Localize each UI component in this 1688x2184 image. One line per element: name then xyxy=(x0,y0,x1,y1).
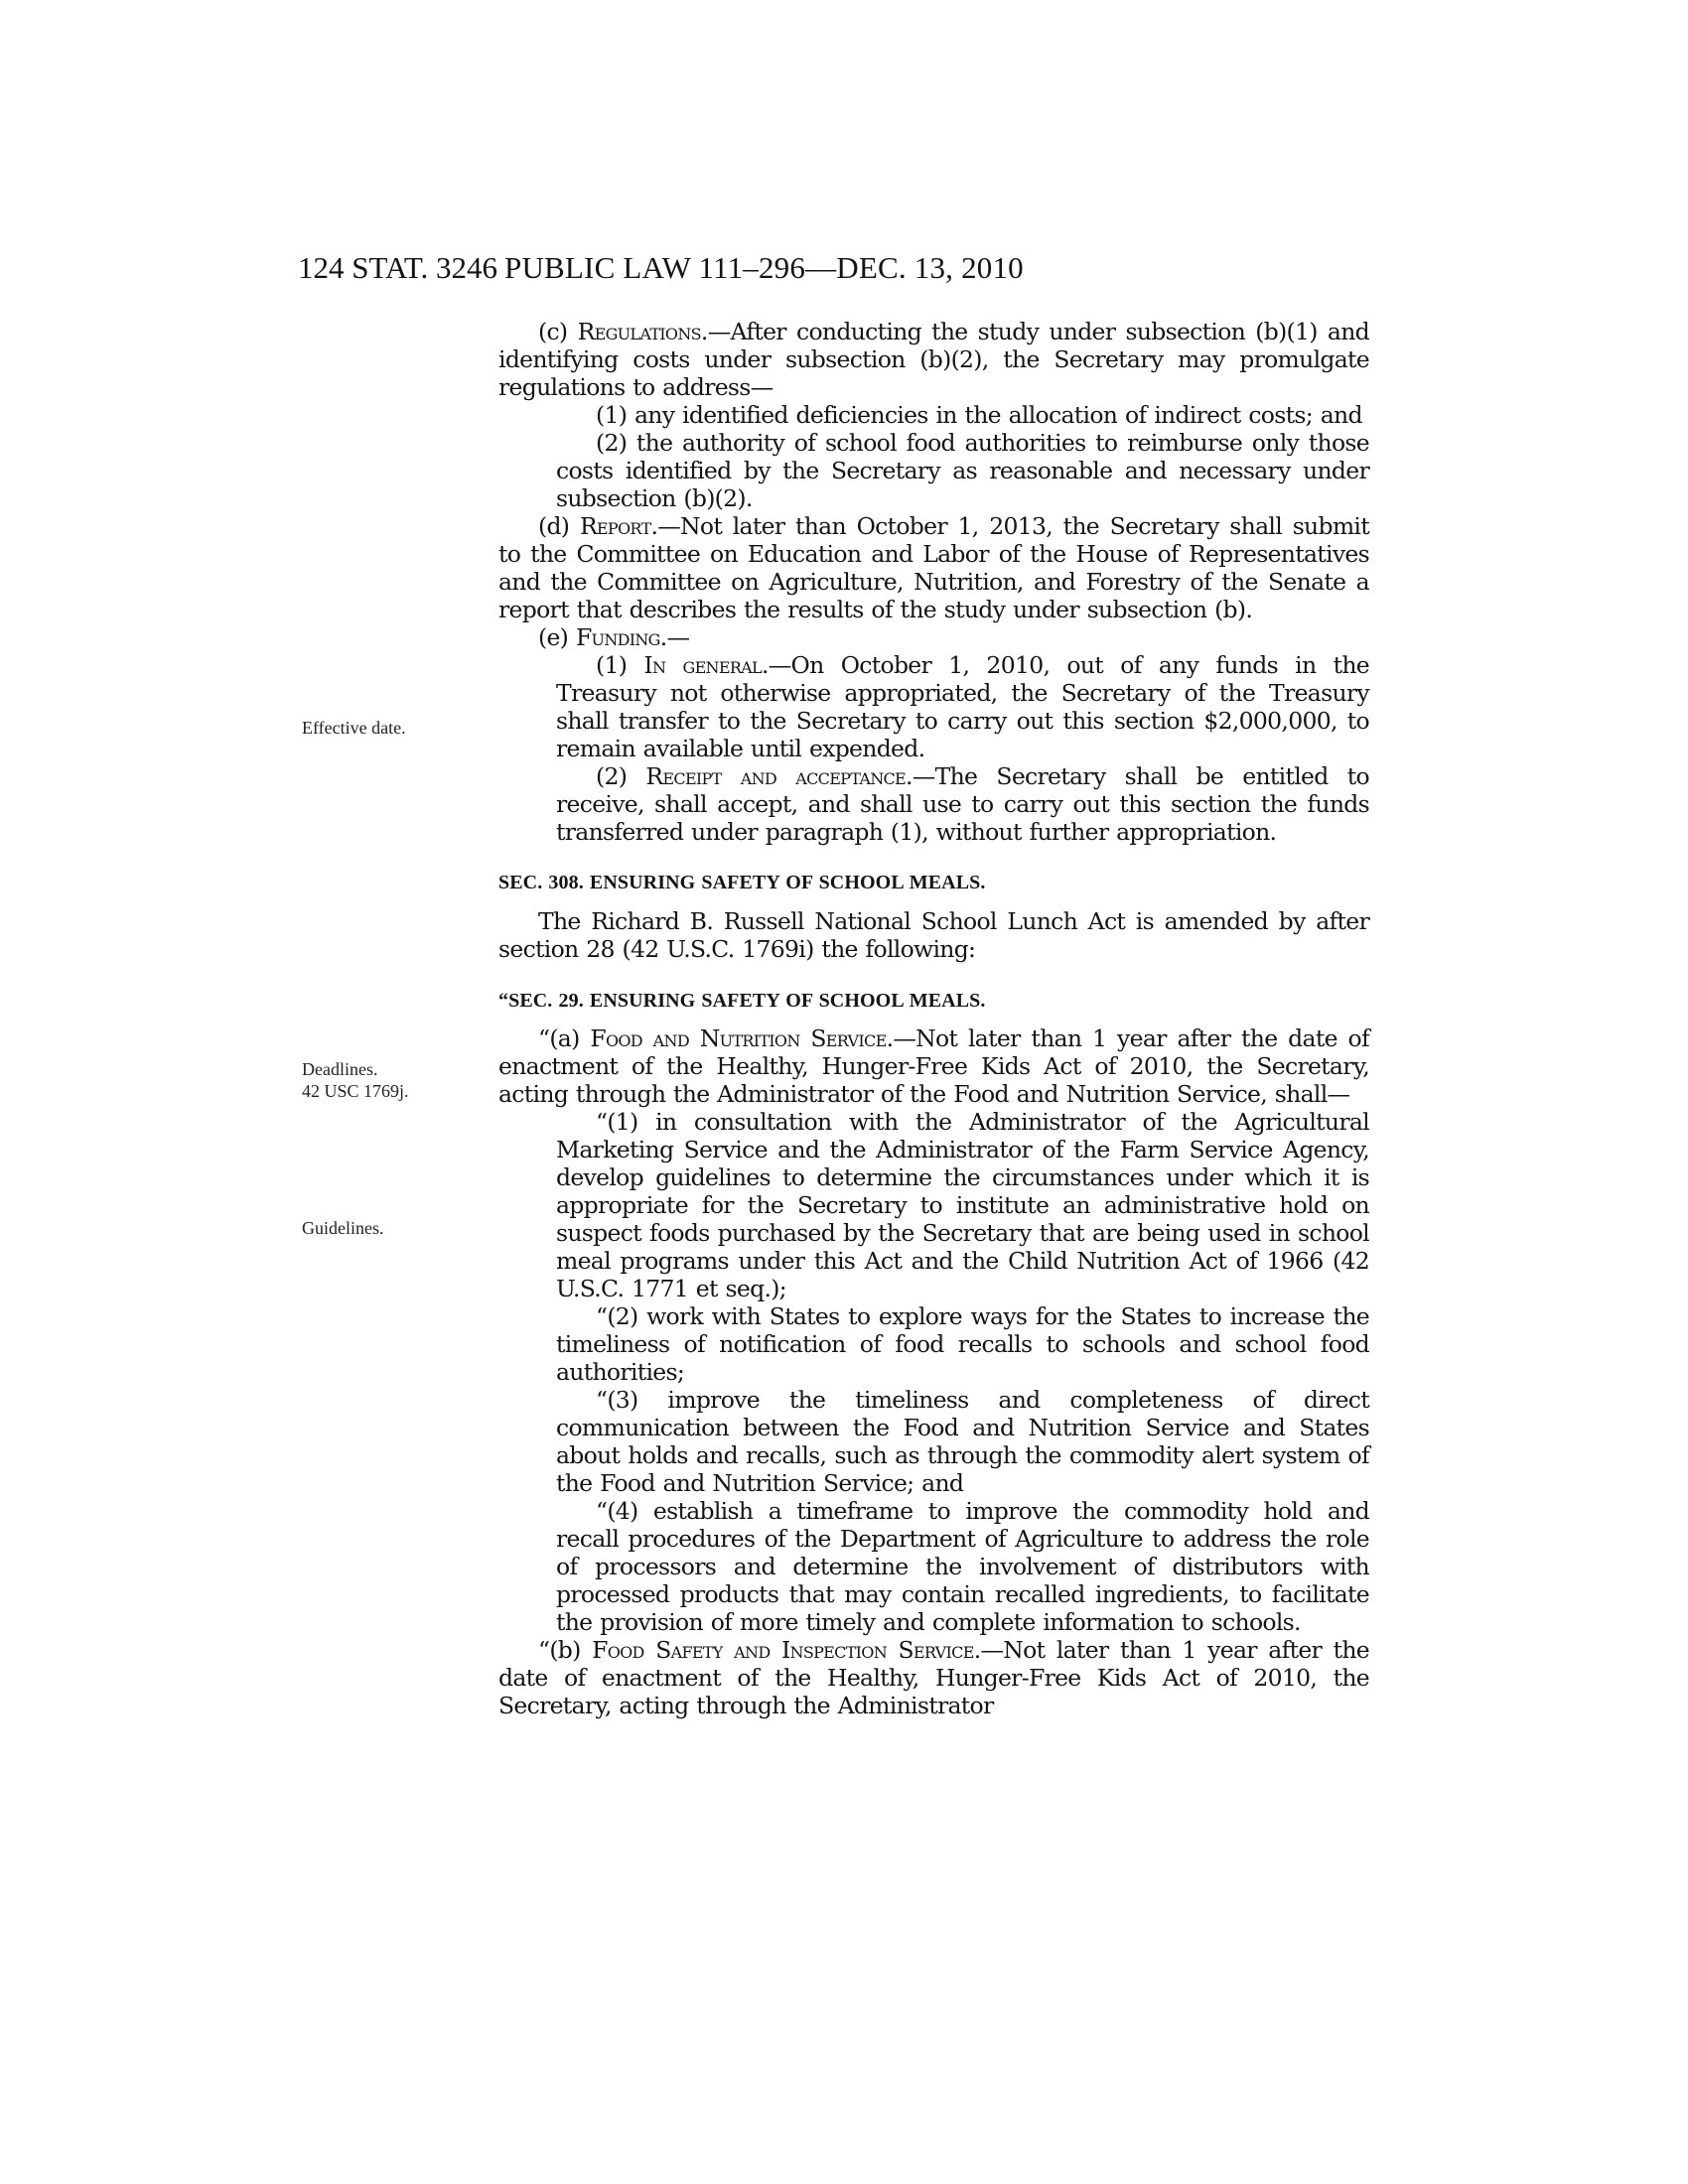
subsection-b: “(b) Food Safety and Inspection Service.—Not later than 1 year after the date of enactment of the Healthy, Hunger-Free Kids Act of 2010, the Secretary, acting through the Administrator xyxy=(498,1636,1369,1719)
subsection-a: “(a) Food and Nutrition Service.—Not later than 1 year after the date of enactment of the Healthy, Hunger-Free Kids Act of 2010, the Secretary, acting through the Administrator of the Food and Nutrition Service, shall— xyxy=(498,1024,1369,1108)
subsection-e: (e) Funding.— xyxy=(538,623,690,651)
margin-note-usc: 42 USC 1769j. xyxy=(302,1081,409,1101)
page-header xyxy=(298,248,1380,288)
paragraph-e-2: (2) Receipt and acceptance.—The Secretary shall be entitled to receive, shall accept, and shall use to carry out this section the funds transferred under paragraph (1), without further appropriation. xyxy=(556,762,1369,846)
statute-page-number: 124 STAT. 3246 xyxy=(298,250,498,285)
subsection-b-heading: Food Safety and Inspection Service xyxy=(592,1636,974,1664)
section-29-heading: “SEC. 29. ENSURING SAFETY OF SCHOOL MEALS. xyxy=(498,990,986,1012)
public-law-citation: PUBLIC LAW 111–296—DEC. 13, 2010 xyxy=(504,250,1024,285)
section-308-heading: SEC. 308. ENSURING SAFETY OF SCHOOL MEALS. xyxy=(498,872,986,893)
paragraph-a-3: “(3) improve the timeliness and completeness of direct communication between the Food and Nutrition Service and States about holds and recalls, such as through the commodity alert system of the Food and Nutrition Service; and xyxy=(556,1386,1369,1497)
paragraph-a-4: “(4) establish a timeframe to improve the commodity hold and recall procedures of the Department of Agriculture to address the role of processors and determine the involvement of distributors with processed products that may contain recalled ingredients, to facilitate the provision of more timely and complete information to schools. xyxy=(556,1497,1369,1636)
subsection-d-heading: Report xyxy=(579,512,651,540)
paragraph-e-1-heading: In general xyxy=(643,651,762,679)
margin-note-effective-date: Effective date. xyxy=(302,718,406,738)
paragraph-e-2-heading: Receipt and acceptance xyxy=(645,762,907,790)
subsection-e-heading: Funding xyxy=(575,623,660,651)
subsection-d: (d) Report.—Not later than October 1, 2013, the Secretary shall submit to the Committee on Education and Labor of the House of Representatives and the Committee on Agriculture, Nutrition, and Forestry of the Senate a report that describes the results of the study under subsection (b). xyxy=(498,512,1369,623)
paragraph-c-2: (2) the authority of school food authorities to reimburse only those costs identified by the Secretary as reasonable and necessary under subsection (b)(2). xyxy=(556,429,1369,512)
paragraph-e-1: (1) In general.—On October 1, 2010, out of any funds in the Treasury not otherwise appropriated, the Secretary of the Treasury shall transfer to the Secretary to carry out this section $2,000,000, to remain available until expended. xyxy=(556,651,1369,762)
paragraph-c-1: (1) any identified deficiencies in the allocation of indirect costs; and xyxy=(596,401,1362,429)
subsection-c: (c) Regulations.—After conducting the study under subsection (b)(1) and identifying costs under subsection (b)(2), the Secretary may promulgate regulations to address— xyxy=(498,318,1369,401)
section-308-text: The Richard B. Russell National School Lunch Act is amended by after section 28 (42 U.S.C. 1769i) the following: xyxy=(498,907,1369,963)
margin-note-guidelines: Guidelines. xyxy=(302,1218,384,1238)
subsection-c-heading: Regulations xyxy=(577,318,701,345)
paragraph-a-1: “(1) in consultation with the Administrator of the Agricultural Marketing Service and the Administrator of the Farm Service Agency, develop guidelines to determine the circumstances under which it is appropriate for the Secretary to institute an administrative hold on suspect foods purchased by the Secretary that are being used in school meal programs under this Act and the Child Nutrition Act of 1966 (42 U.S.C. 1771 et seq.); xyxy=(556,1108,1369,1302)
margin-note-deadlines xyxy=(302,1058,471,1102)
paragraph-a-2: “(2) work with States to explore ways for the States to increase the timeliness of notification of food recalls to schools and school food authorities; xyxy=(556,1302,1369,1386)
subsection-a-heading: Food and Nutrition Service xyxy=(590,1024,887,1052)
margin-note-deadlines-label: Deadlines. xyxy=(302,1059,378,1079)
document-body xyxy=(498,318,1369,1719)
